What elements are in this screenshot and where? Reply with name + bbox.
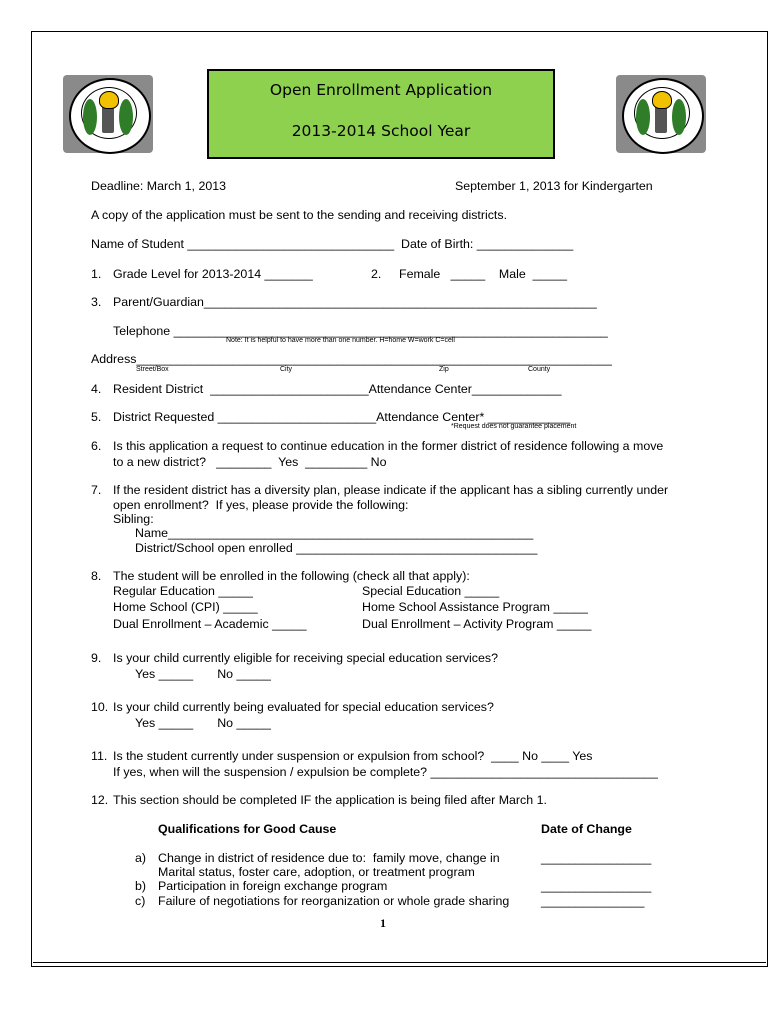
sibling-name-field[interactable]: Name_____________________________________________________ xyxy=(135,526,534,540)
dual-enrollment-academic-option[interactable]: Dual Enrollment – Academic _____ xyxy=(113,617,307,631)
q12-b-label: b) xyxy=(135,879,147,893)
special-education-option[interactable]: Special Education _____ xyxy=(362,584,500,598)
regular-education-option[interactable]: Regular Education _____ xyxy=(113,584,253,598)
q6-question: Is this application a request to continue education in the former district of residence following a move xyxy=(113,439,664,453)
q5-number: 5. xyxy=(91,410,102,424)
page-border-bottom xyxy=(33,962,766,963)
kindergarten-deadline: September 1, 2013 for Kindergarten xyxy=(455,179,653,193)
q10-number: 10. xyxy=(91,700,109,714)
q11-question[interactable]: Is the student currently under suspension or expulsion from school? ____ No ____ Yes xyxy=(113,749,593,763)
q9-answer-field[interactable]: Yes _____ No _____ xyxy=(135,667,271,681)
q12-a-date-field[interactable]: ________________ xyxy=(541,851,652,865)
q7-question-cont: open enrollment? If yes, please provide the following: xyxy=(113,498,409,512)
q7-number: 7. xyxy=(91,483,102,497)
q12-a-text-cont: Marital status, foster care, adoption, or treatment program xyxy=(158,865,475,879)
q12-c-date-field[interactable]: _______________ xyxy=(541,894,645,908)
address-zip-label: Zip xyxy=(439,366,449,373)
telephone-note: Note: It is helpful to have more than one number. H=home W=work C=cell xyxy=(226,337,455,344)
q9-question: Is your child currently eligible for receiving special education services? xyxy=(113,651,498,665)
telephone-field[interactable]: Telephone _______________________________________________________________ xyxy=(113,324,608,338)
district-requested-field[interactable]: District Requested _______________________Attendance Center* ____________ xyxy=(113,410,571,424)
q12-question: This section should be completed IF the application is being filed after March 1. xyxy=(113,793,547,807)
sibling-label: Sibling: xyxy=(113,512,154,526)
q12-c-text: Failure of negotiations for reorganization or whole grade sharing xyxy=(158,894,510,908)
name-of-student-field[interactable]: Name of Student ______________________________ Date of Birth: ______________ xyxy=(91,237,574,251)
q12-a-text: Change in district of residence due to: family move, change in xyxy=(158,851,500,865)
q2-number: 2. xyxy=(371,267,382,281)
qualifications-heading: Qualifications for Good Cause xyxy=(158,822,337,836)
school-year: 2013-2014 School Year xyxy=(291,122,471,140)
parent-guardian-field[interactable]: Parent/Guardian_________________________________________________________ xyxy=(113,295,597,309)
address-county-label: County xyxy=(528,366,551,373)
date-of-change-heading: Date of Change xyxy=(541,822,632,836)
resident-district-field[interactable]: Resident District _______________________Attendance Center_____________ xyxy=(113,382,562,396)
title-box xyxy=(207,69,555,159)
address-street-label: Street/Box xyxy=(136,366,169,373)
q8-number: 8. xyxy=(91,569,102,583)
q11-completion-field[interactable]: If yes, when will the suspension / expulsion be complete? _________________________________ xyxy=(113,765,658,779)
q9-number: 9. xyxy=(91,651,102,665)
q3-number: 3. xyxy=(91,295,102,309)
form-title: Open Enrollment Application xyxy=(269,81,493,99)
q12-number: 12. xyxy=(91,793,109,807)
copy-note: A copy of the application must be sent to the sending and receiving districts. xyxy=(91,208,508,222)
q6-number: 6. xyxy=(91,439,102,453)
grade-level-field[interactable]: Grade Level for 2013-2014 _______ xyxy=(113,267,313,281)
home-school-option[interactable]: Home School (CPI) _____ xyxy=(113,600,258,614)
q4-number: 4. xyxy=(91,382,102,396)
q6-answer-field[interactable]: to a new district? ________ Yes _________ No xyxy=(113,455,387,469)
deadline: Deadline: March 1, 2013 xyxy=(91,179,227,193)
sibling-district-field[interactable]: District/School open enrolled ___________________________________ xyxy=(135,541,538,555)
iowa-education-seal-left xyxy=(63,75,153,153)
q8-question: The student will be enrolled in the following (check all that apply): xyxy=(113,569,470,583)
q12-b-text: Participation in foreign exchange program xyxy=(158,879,388,893)
q11-number: 11. xyxy=(91,749,108,763)
address-field[interactable]: Address_____________________________________________________________________ xyxy=(91,352,612,366)
q10-question: Is your child currently being evaluated for special education services? xyxy=(113,700,494,714)
dual-enrollment-activity-option[interactable]: Dual Enrollment – Activity Program _____ xyxy=(362,617,592,631)
placement-note: *Request does not guarantee placement xyxy=(451,423,577,430)
q12-b-date-field[interactable]: ________________ xyxy=(541,879,652,893)
q7-question: If the resident district has a diversity plan, please indicate if the applicant has a sibling currently under xyxy=(113,483,669,497)
q1-number: 1. xyxy=(91,267,102,281)
q12-c-label: c) xyxy=(135,894,146,908)
gender-field[interactable]: Female _____ Male _____ xyxy=(399,267,568,281)
home-school-assistance-option[interactable]: Home School Assistance Program _____ xyxy=(362,600,588,614)
iowa-education-seal-right xyxy=(616,75,706,153)
page-number: 1 xyxy=(380,916,386,930)
q10-answer-field[interactable]: Yes _____ No _____ xyxy=(135,716,271,730)
q12-a-label: a) xyxy=(135,851,147,865)
address-city-label: City xyxy=(280,366,293,373)
